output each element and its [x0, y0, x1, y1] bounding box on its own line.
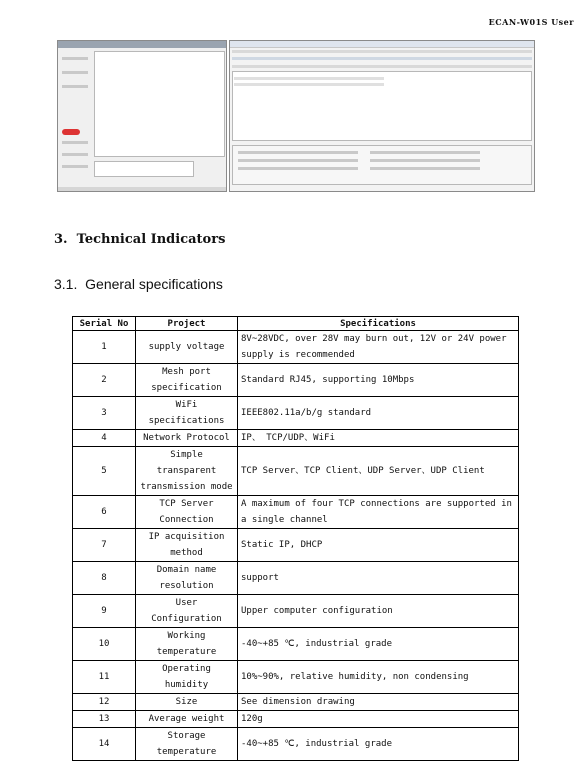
project-cell: Working temperature — [136, 628, 238, 661]
spec-cell: TCP Server、TCP Client、UDP Server、UDP Client — [238, 447, 519, 496]
table-row — [73, 661, 519, 694]
software-screenshots — [57, 40, 535, 192]
spec-cell: -40~+85 ℃, industrial grade — [238, 628, 519, 661]
serial-no-cell: 14 — [73, 728, 136, 761]
spec-cell: A maximum of four TCP connections are supported in a single channel — [238, 496, 519, 529]
spec-cell: 120g — [238, 711, 519, 728]
project-cell: TCP Server Connection — [136, 496, 238, 529]
serial-no-cell: 5 — [73, 447, 136, 496]
serial-no-cell: 10 — [73, 628, 136, 661]
serial-no-cell: 1 — [73, 331, 136, 364]
table-row — [73, 628, 519, 661]
table-row — [73, 711, 519, 728]
spec-cell: See dimension drawing — [238, 694, 519, 711]
table-row — [73, 397, 519, 430]
page-header: ECAN-W01S User — [488, 17, 574, 27]
table-row — [73, 529, 519, 562]
section-heading: 3. Technical Indicators — [54, 232, 226, 247]
spec-cell: IP、 TCP/UDP、WiFi — [238, 430, 519, 447]
project-cell: WiFi specifications — [136, 397, 238, 430]
project-cell: Simple transparent transmission mode — [136, 447, 238, 496]
project-cell: Domain name resolution — [136, 562, 238, 595]
spec-cell: support — [238, 562, 519, 595]
subsection-heading: 3.1. General specifications — [54, 276, 223, 292]
table-row — [73, 364, 519, 397]
project-cell: Size — [136, 694, 238, 711]
project-cell: Mesh port specification — [136, 364, 238, 397]
table-row — [73, 595, 519, 628]
serial-no-cell: 8 — [73, 562, 136, 595]
header-project: Project — [136, 317, 238, 331]
serial-tool-screenshot — [57, 40, 227, 192]
spec-cell: -40~+85 ℃, industrial grade — [238, 728, 519, 761]
project-cell: Average weight — [136, 711, 238, 728]
spec-cell: 10%~90%, relative humidity, non condensing — [238, 661, 519, 694]
serial-no-cell: 11 — [73, 661, 136, 694]
serial-no-cell: 6 — [73, 496, 136, 529]
project-cell: supply voltage — [136, 331, 238, 364]
table-row — [73, 728, 519, 761]
table-row — [73, 496, 519, 529]
spec-cell: Standard RJ45, supporting 10Mbps — [238, 364, 519, 397]
serial-no-cell: 2 — [73, 364, 136, 397]
table-row — [73, 331, 519, 364]
project-cell: IP acquisition method — [136, 529, 238, 562]
serial-no-cell: 3 — [73, 397, 136, 430]
specifications-table — [72, 316, 519, 761]
table-row — [73, 447, 519, 496]
header-serial-no: Serial No — [73, 317, 136, 331]
table-header-row — [73, 317, 519, 331]
spec-cell: IEEE802.11a/b/g standard — [238, 397, 519, 430]
can-tool-screenshot — [229, 40, 535, 192]
project-cell: Storage temperature — [136, 728, 238, 761]
table-row — [73, 430, 519, 447]
project-cell: Network Protocol — [136, 430, 238, 447]
serial-no-cell: 13 — [73, 711, 136, 728]
header-specifications: Specifications — [238, 317, 519, 331]
project-cell: User Configuration — [136, 595, 238, 628]
table-row — [73, 562, 519, 595]
serial-no-cell: 9 — [73, 595, 136, 628]
spec-cell: Static IP, DHCP — [238, 529, 519, 562]
spec-cell: 8V~28VDC, over 28V may burn out, 12V or 24V power supply is recommended — [238, 331, 519, 364]
project-cell: Operating humidity — [136, 661, 238, 694]
table-row — [73, 694, 519, 711]
serial-no-cell: 4 — [73, 430, 136, 447]
serial-no-cell: 7 — [73, 529, 136, 562]
spec-cell: Upper computer configuration — [238, 595, 519, 628]
serial-no-cell: 12 — [73, 694, 136, 711]
